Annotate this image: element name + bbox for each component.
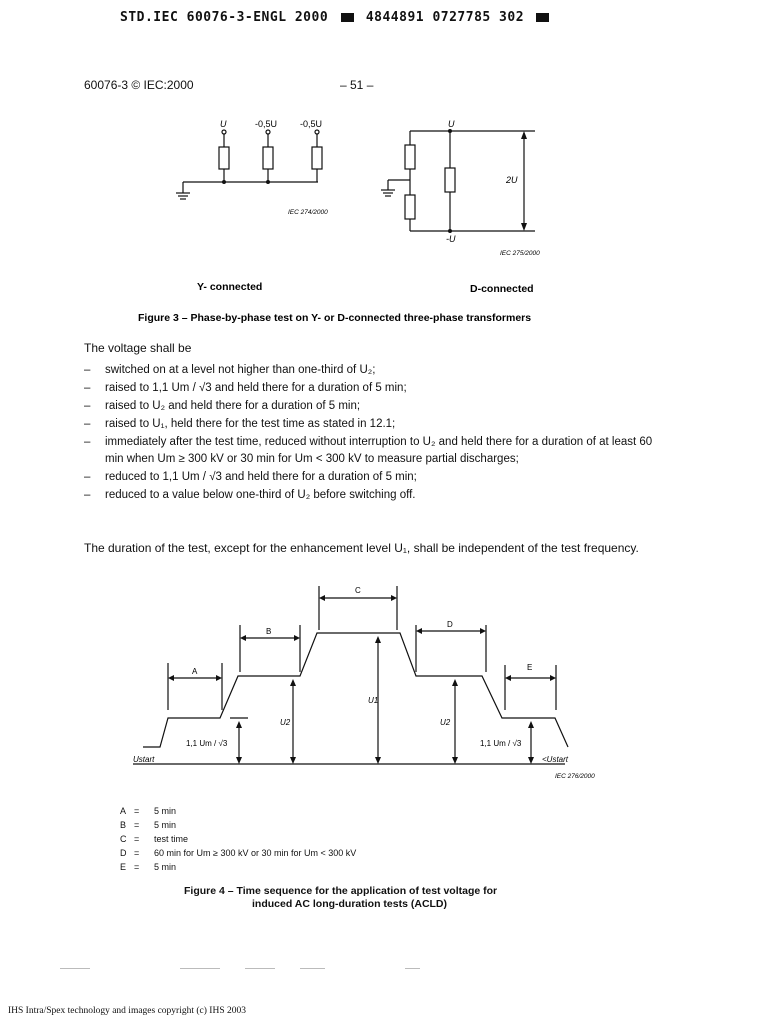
list-item: – raised to U₂ and held there for a duration of 5 min; <box>84 398 654 415</box>
legend-row: E = 5 min <box>120 862 177 872</box>
um-right-label: 1,1 Um / √3 <box>480 739 522 748</box>
list-item: – reduced to a value below one-third of U₂ before switching off. <box>84 487 654 504</box>
u1-label: U1 <box>368 696 379 705</box>
y-connected-caption: Y- connected <box>197 281 263 293</box>
ustart-label: Ustart <box>133 755 155 764</box>
y-iec-tag: IEC 274/2000 <box>288 209 328 216</box>
duration-paragraph: The duration of the test, except for the enhancement level U₁, shall be independent of the test frequency. <box>84 541 639 555</box>
d-label-bottom: -U <box>446 234 456 244</box>
scan-mark <box>245 968 275 969</box>
figure-4-time-sequence <box>0 580 768 790</box>
y-winding-3 <box>312 147 322 169</box>
list-item: – reduced to 1,1 Um / √3 and held there for a duration of 5 min; <box>84 469 654 486</box>
copyright-footer: IHS Intra/Spex technology and images copyright (c) IHS 2003 <box>8 1006 246 1016</box>
u2-left-label: U2 <box>280 718 291 727</box>
figure-3-caption: Figure 3 – Phase-by-phase test on Y- or D-connected three-phase transformers <box>138 312 532 324</box>
y-label-1: U <box>220 119 227 129</box>
d-winding-2 <box>445 168 455 192</box>
legend-row: C = test time <box>120 834 189 844</box>
figure-4-caption-line-2: induced AC long-duration tests (ACLD) <box>252 898 448 910</box>
scan-mark <box>300 968 325 969</box>
y-label-3: -0,5U <box>300 119 323 129</box>
voltage-steps-list <box>84 362 654 505</box>
below-ustart-label: <Ustart <box>542 755 569 764</box>
list-item: – immediately after the test time, reduced without interruption to U₂ and held there for a duration of at least 60 min when Um ≥ 300 kV or 30 min for Um < 300 kV to measure partial discharges; <box>84 434 654 468</box>
list-item: – raised to U₁, held there for the test time as stated in 12.1; <box>84 416 654 433</box>
d-label-top: U <box>448 119 455 129</box>
scan-mark <box>180 968 220 969</box>
y-label-2: -0,5U <box>255 119 278 129</box>
u2-right-label: U2 <box>440 718 451 727</box>
um-left-label: 1,1 Um / √3 <box>186 739 228 748</box>
figure-3-diagrams <box>0 0 768 330</box>
interval-e-label: E <box>527 663 533 672</box>
d-winding-1 <box>405 145 415 169</box>
y-winding-1 <box>219 147 229 169</box>
figure-4-caption-line-1: Figure 4 – Time sequence for the application of test voltage for <box>184 885 498 897</box>
interval-a-label: A <box>192 667 198 676</box>
header-right-text: 4844891 0727785 302 <box>365 10 525 25</box>
d-label-span: 2U <box>506 175 518 185</box>
d-iec-tag: IEC 275/2000 <box>500 250 540 257</box>
list-item: – switched on at a level not higher than one-third of U₂; <box>84 362 654 379</box>
legend-row: B = 5 min <box>120 820 177 830</box>
interval-c-label: C <box>355 586 361 595</box>
figure-4-legend <box>120 804 356 874</box>
legend-row: A = 5 min <box>120 806 177 816</box>
interval-d-label: D <box>447 620 453 629</box>
voltage-profile-line <box>143 633 568 747</box>
d-winding-3 <box>405 195 415 219</box>
scan-mark <box>60 968 90 969</box>
header-left-text: STD.IEC 60076-3-ENGL 2000 <box>120 10 329 25</box>
voltage-intro: The voltage shall be <box>84 341 192 355</box>
page-number: – 51 – <box>340 78 374 92</box>
list-item: – raised to 1,1 Um / √3 and held there for a duration of 5 min; <box>84 380 654 397</box>
standard-reference: 60076-3 © IEC:2000 <box>84 78 194 92</box>
figure-4-iec-tag: IEC 276/2000 <box>555 773 595 780</box>
y-winding-2 <box>263 147 273 169</box>
scan-mark <box>405 968 420 969</box>
d-connected-caption: D-connected <box>470 283 534 295</box>
legend-row: D = 60 min for Um ≥ 300 kV or 30 min for Um < 300 kV <box>120 848 357 858</box>
interval-b-label: B <box>266 627 272 636</box>
